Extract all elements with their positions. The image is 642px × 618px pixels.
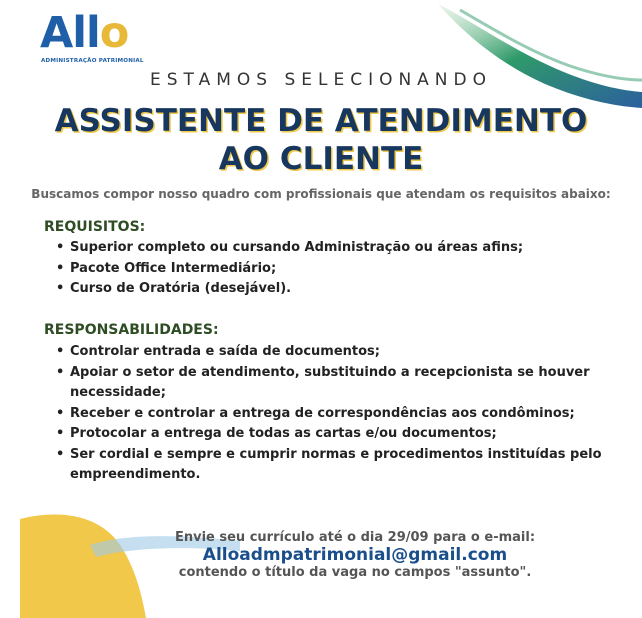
bullet-icon: •	[56, 426, 65, 441]
list-item	[54, 424, 614, 445]
requirements-heading: REQUISITOS:	[44, 219, 146, 235]
bullet-icon: •	[56, 344, 65, 359]
list-item-text: Protocolar a entrega de todas as cartas e/ou documentos;	[70, 426, 497, 441]
list-item	[54, 342, 614, 363]
list-item	[54, 363, 614, 404]
bullet-icon: •	[56, 240, 65, 255]
list-item-text: Apoiar o setor de atendimento, substituindo a recepcionista se houver necessidade;	[70, 364, 590, 400]
job-title	[0, 102, 642, 178]
list-item	[54, 279, 614, 300]
bullet-icon: •	[56, 405, 65, 421]
list-item-text: Curso de Oratória (desejável).	[70, 281, 292, 296]
list-item	[54, 445, 614, 486]
bullet-icon: •	[56, 281, 65, 296]
logo-subtitle: ADMINISTRAÇÃO PATRIMONIAL	[41, 58, 144, 64]
requirements-list	[54, 238, 614, 300]
tagline: ESTAMOS SELECIONANDO	[149, 70, 492, 90]
list-item-text: Pacote Office Intermediário;	[70, 260, 277, 276]
bullet-icon: •	[56, 364, 65, 380]
footer-contact	[90, 530, 620, 580]
list-item	[54, 238, 614, 259]
list-item-text: Receber e controlar a entrega de correspondências aos condôminos;	[70, 405, 575, 421]
intro-text: Buscamos compor nosso quadro com profissionais que atendam os requisitos abaixo:	[31, 187, 611, 201]
logo-wordmark: Allo	[40, 8, 129, 58]
list-item	[54, 404, 614, 425]
list-item-text: Controlar entrada e saída de documentos;	[70, 344, 380, 359]
contact-email[interactable]: Alloadmpatrimonial@gmail.com	[202, 545, 508, 565]
responsibilities-list	[54, 342, 614, 486]
footer-subject-note: contendo o título da vaga no campos "assunto".	[178, 565, 532, 580]
allo-logo	[40, 8, 150, 72]
list-item	[54, 259, 614, 280]
brush-stroke-top-decoration	[400, 0, 642, 110]
responsibilities-heading: RESPONSABILIDADES:	[44, 322, 219, 338]
list-item-text: Ser cordial e sempre e cumprir normas e procedimentos instituídas pelo empreendimento.	[70, 446, 602, 482]
bullet-icon: •	[56, 446, 65, 462]
job-title-line-1: ASSISTENTE DE ATENDIMENTO	[54, 103, 588, 139]
job-title-line-2: AO CLIENTE	[218, 141, 424, 177]
list-item-text: Superior completo ou cursando Administração ou áreas afins;	[70, 240, 524, 255]
bullet-icon: •	[56, 260, 65, 276]
footer-instructions: Envie seu currículo até o dia 29/09 para o e-mail:	[174, 530, 536, 545]
